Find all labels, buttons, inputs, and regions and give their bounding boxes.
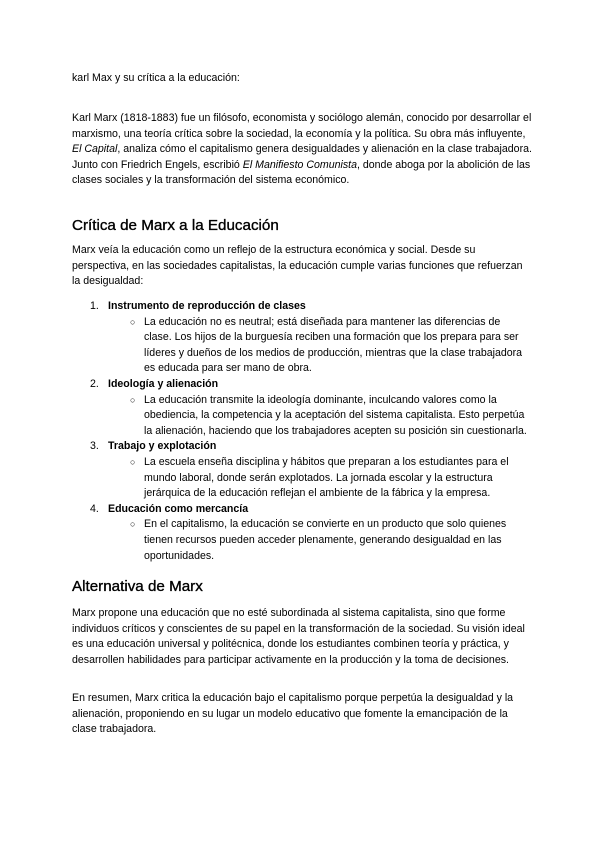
document-header: karl Max y su crítica a la educación: xyxy=(72,72,240,84)
sub-item xyxy=(108,393,530,440)
hollow-bullet-icon: ○ xyxy=(130,394,136,405)
hollow-bullet-icon: ○ xyxy=(130,519,136,530)
sublist xyxy=(108,393,530,440)
intro-text-middle: , analiza cómo el capitalismo genera desigualdades y alienación en la clase trabajadora. Junto con Friedrich Engels, escribió xyxy=(72,143,532,171)
sub-item-text: La educación transmite la ideología dominante, inculcando valores como la obediencia, la competencia y la aceptación del sistema capitalista. Esto perpetúa la alienación, haciendo que los trabajadores acepten su posición sin cuestionarla. xyxy=(144,393,527,437)
item-title: Ideología y alienación xyxy=(108,377,219,390)
intro-paragraph xyxy=(72,111,532,189)
hollow-bullet-icon: ○ xyxy=(130,316,136,327)
list-item xyxy=(90,377,530,439)
critica-heading: Crítica de Marx a la Educación xyxy=(72,217,279,234)
list-item xyxy=(90,439,530,501)
critica-paragraph: Marx veía la educación como un reflejo de la estructura económica y social. Desde su perspectiva, en las sociedades capitalistas, la educación cumple varias funciones que refuerzan la desigualdad: xyxy=(72,244,523,288)
list-item xyxy=(90,502,530,564)
item-title: Educación como mercancía xyxy=(108,502,249,515)
sub-item xyxy=(108,517,530,564)
sub-item xyxy=(108,455,530,502)
list-item xyxy=(90,299,530,377)
item-number: 4. xyxy=(90,502,99,515)
sub-item-text: La escuela enseña disciplina y hábitos que preparan a los estudiantes para el mundo laboral, donde serán explotados. La jornada escolar y la estructura jerárquica de la educación reflejan el ambiente de la fábrica y la empresa. xyxy=(144,455,509,500)
sublist xyxy=(108,517,530,564)
sublist xyxy=(108,315,530,377)
sub-item-text: La educación no es neutral; está diseñada para mantener las diferencias de clase. Los hijos de la burguesía reciben una formación que los prepara para ser líderes y dueños de los medios de producción, mientras que la clase trabajadora es educada para ser mano de obra. xyxy=(144,315,523,375)
item-number: 2. xyxy=(90,377,99,390)
sub-item-text: En el capitalismo, la educación se convierte en un producto que solo quienes tienen recursos pueden acceder plenamente, generando desigualdad en las oportunidades. xyxy=(144,518,507,562)
intro-text-start: Karl Marx (1818-1883) fue un filósofo, economista y sociólogo alemán, conocido por desarrollar el marxismo, una teoría crítica sobre la sociedad, la economía y la política. Su obra más influyente, xyxy=(72,112,532,140)
hollow-bullet-icon: ○ xyxy=(130,456,136,467)
sublist xyxy=(108,455,530,502)
item-number: 1. xyxy=(90,300,99,312)
functions-list xyxy=(90,299,530,564)
intro-text-end: , donde aboga por la abolición de las clases sociales y la transformación del sistema económico. xyxy=(72,158,531,187)
alternativa-paragraph: Marx propone una educación que no esté subordinada al sistema capitalista, sino que forme individuos críticos y conscientes de su papel en la transformación de la sociedad. Su visión ideal es una educación universal y politécnica, donde los estudiantes combinen teoría y práctica, y desarrollen habilidades para participar activamente en la producción y la toma de decisiones. xyxy=(72,607,525,666)
el-capital-title: El Capital xyxy=(72,143,118,156)
sub-item xyxy=(108,315,530,377)
alternativa-heading: Alternativa de Marx xyxy=(72,578,203,595)
item-title: Instrumento de reproducción de clases xyxy=(108,300,306,312)
item-number: 3. xyxy=(90,440,99,453)
item-title: Trabajo y explotación xyxy=(108,440,217,453)
resumen-paragraph: En resumen, Marx critica la educación bajo el capitalismo porque perpetúa la desigualdad y la alienación, proponiendo en su lugar un modelo educativo que fomente la emancipación de la clase trabajadora. xyxy=(72,692,514,736)
manifiesto-title: El Manifiesto Comunista xyxy=(242,158,357,171)
